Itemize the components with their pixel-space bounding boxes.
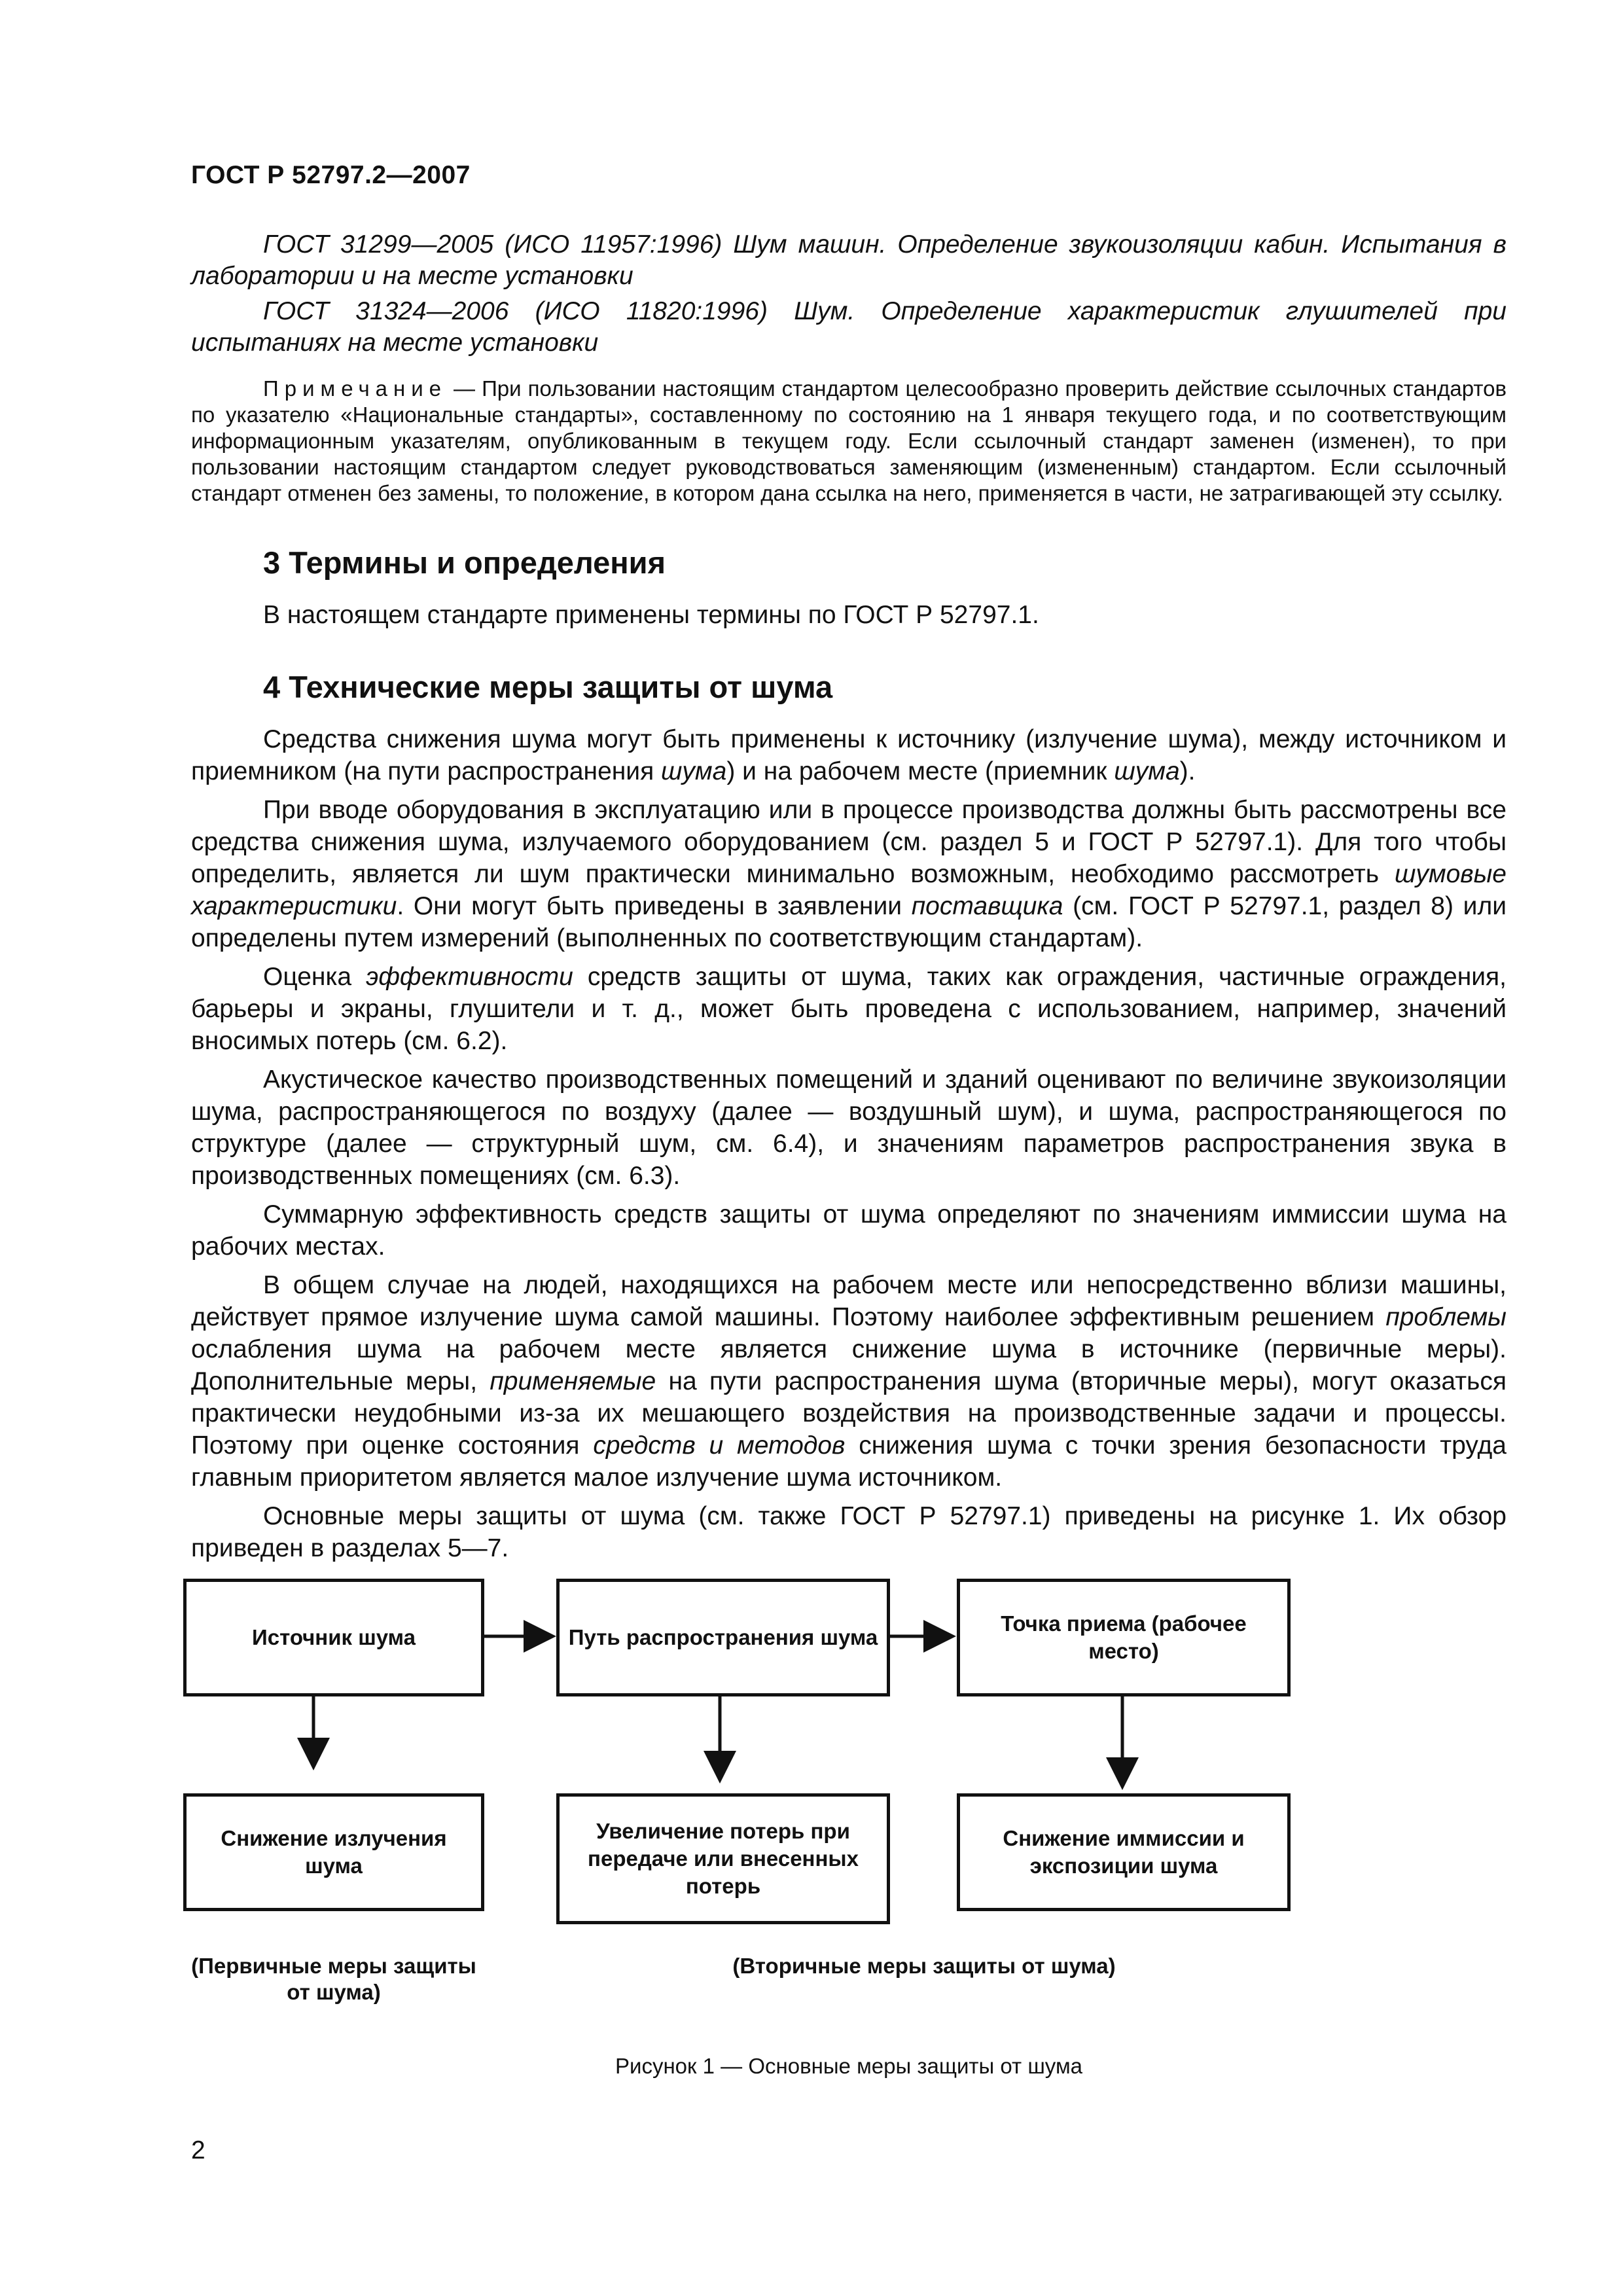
paragraph-7: Основные меры защиты от шума (см. также ГОСТ Р 52797.1) приведены на рисунке 1. Их обзор приведен в разделах 5—7.: [191, 1502, 1507, 1562]
primary-measures-label: (Первичные меры защиты от шума): [191, 1954, 476, 2004]
figure-1-diagram: [191, 1571, 1507, 2029]
box-loss-increase: Увеличение потерь при передаче или внесенных потерь: [556, 1793, 890, 1924]
reference-item: ГОСТ 31299—2005 (ИСО 11957:1996) Шум машин. Определение звукоизоляции кабин. Испытания в лаборатории и на месте установки: [191, 230, 1507, 290]
reference-item: ГОСТ 31324—2006 (ИСО 11820:1996) Шум. Определение характеристик глушителей при испытаниях на месте установки: [191, 297, 1507, 357]
box-immission-reduction: Снижение иммиссии и экспозиции шума: [957, 1793, 1291, 1911]
paragraph-6: В общем случае на людей, находящихся на рабочем месте или непосредственно вблизи машины, действует прямое излучение шума самой машины. Поэтому наиболее эффективным решением проблемы ослабления шума на рабочем месте является снижение шума в источнике (первичные меры). Дополнительные меры, применяемые на пути распространения шума (вторичные меры), могут оказаться практически неудобными из-за их мешающего воздействия на производственные задачи и процессы. Поэтому при оценке состояния средств и методов снижения шума с точки зрения безопасности труда главным приоритетом является малое излучение шума источником.: [191, 1271, 1507, 1492]
section-3-heading: 3 Термины и определения: [263, 545, 666, 580]
paragraph-1: Средства снижения шума могут быть применены к источнику (излучение шума), между источником и приемником (на пути распространения шума) и на рабочем месте (приемник шума).: [191, 725, 1507, 785]
paragraph-3: Оценка эффективности средств защиты от шума, таких как ограждения, частичные ограждения, барьеры и экраны, глушители и т. д., может быть проведена с использованием, например, значений вносимых потерь (см. 6.2).: [191, 963, 1507, 1055]
note-text: — При пользовании настоящим стандартом целесообразно проверить действие ссылочных стандартов по указателю «Национальные стандарты», составленному по состоянию на 1 января текущего года, и по соответствующим информационным указателям, опубликованным в текущем году. Если ссылочный стандарт заменен (изменен), то при пользовании настоящим стандартом следует руководствоваться заменяющим (измененным) стандартом. Если ссылочный стандарт отменен без замены, то положение, в котором дана ссылка на него, применяется в части, не затрагивающей эту ссылку.: [191, 376, 1507, 505]
note-paragraph: [191, 376, 1507, 507]
document-header: ГОСТ Р 52797.2—2007: [191, 161, 471, 189]
secondary-measures-label: (Вторичные меры защиты от шума): [732, 1954, 1116, 1978]
box-noise-source: Источник шума: [183, 1579, 484, 1696]
note-label: Примечание: [263, 376, 448, 401]
box-emission-reduction: Снижение излучения шума: [183, 1793, 484, 1911]
box-propagation-path: Путь распространения шума: [556, 1579, 890, 1696]
paragraph-4: Акустическое качество производственных помещений и зданий оценивают по величине звукоизоляции шума, распространяющегося по воздуху (далее — воздушный шум), и шума, распространяющегося по структуре (далее — структурный шум, см. 6.4), и значениям параметров распространения звука в производственных помещениях (см. 6.3).: [191, 1066, 1507, 1190]
page-number: 2: [191, 2136, 205, 2164]
figure-caption: Рисунок 1 — Основные меры защиты от шума: [615, 2054, 1082, 2078]
paragraph-5: Суммарную эффективность средств защиты от шума определяют по значениям иммиссии шума на рабочих местах.: [191, 1200, 1507, 1261]
box-reception-point: Точка приема (рабочее место): [957, 1579, 1291, 1696]
paragraph-2: При вводе оборудования в эксплуатацию или в процессе производства должны быть рассмотрены все средства снижения шума, излучаемого оборудованием (см. раздел 5 и ГОСТ Р 52797.1). Для того чтобы определить, является ли шум практически минимально возможным, необходимо рассмотреть шумовые характеристики. Они могут быть приведены в заявлении поставщика (см. ГОСТ Р 52797.1, раздел 8) или определены путем измерений (выполненных по соответствующим стандартам).: [191, 796, 1507, 952]
document-body: [191, 229, 1507, 1571]
section-4-heading: 4 Технические меры защиты от шума: [263, 670, 833, 704]
section-3-text: В настоящем стандарте применены термины по ГОСТ Р 52797.1.: [263, 601, 1039, 629]
